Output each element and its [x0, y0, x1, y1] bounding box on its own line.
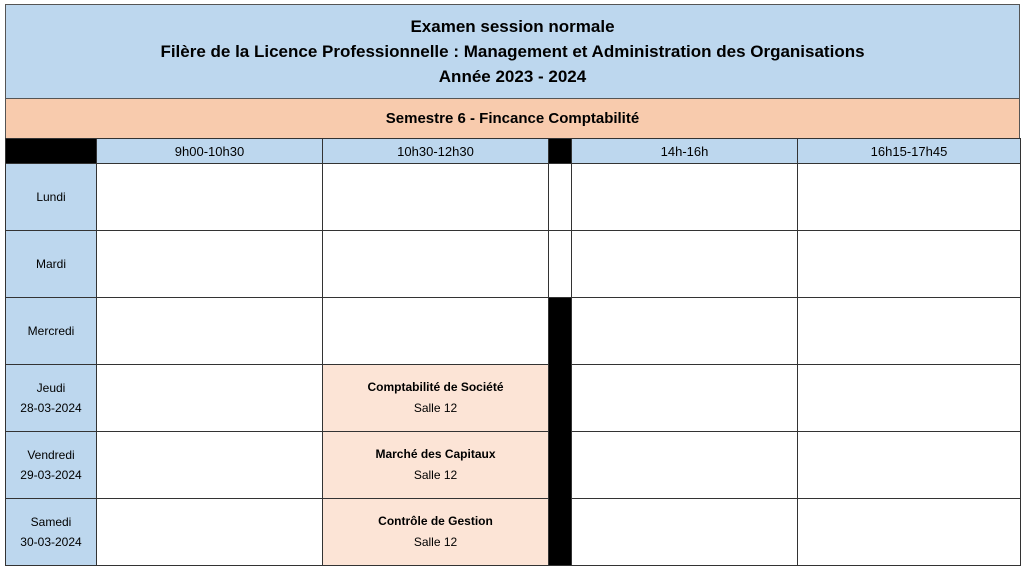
- day-date: 28-03-2024: [20, 401, 82, 415]
- table-row: [6, 231, 1021, 298]
- schedule-cell: [323, 164, 549, 231]
- schedule-cell: [97, 298, 323, 365]
- schedule-cell: [97, 164, 323, 231]
- schedule-cell: [323, 298, 549, 365]
- schedule-table: [5, 138, 1021, 566]
- slot-header: 14h-16h: [572, 139, 798, 164]
- day-cell: [6, 298, 97, 365]
- separator-cell: [549, 139, 572, 164]
- day-cell: [6, 164, 97, 231]
- exam-room: Salle 12: [413, 401, 458, 415]
- schedule-cell: [572, 432, 798, 499]
- slot-header: 9h00-10h30: [97, 139, 323, 164]
- header-row: [6, 139, 1021, 164]
- day-cell: [6, 432, 97, 499]
- table-row: [6, 298, 1021, 365]
- table-row: [6, 365, 1021, 432]
- exam-course: Contrôle de Gestion: [378, 514, 493, 528]
- table-row: [6, 499, 1021, 566]
- exam-course: Marché des Capitaux: [375, 447, 496, 461]
- schedule-cell: [798, 298, 1021, 365]
- day-cell: [6, 231, 97, 298]
- title-block: [5, 4, 1020, 99]
- day-date: 30-03-2024: [20, 535, 82, 549]
- title-line-2: Filère de la Licence Professionnelle : Management et Administration des Organisations: [160, 42, 865, 61]
- schedule-cell: [572, 164, 798, 231]
- schedule-cell: [798, 164, 1021, 231]
- schedule-cell: [572, 298, 798, 365]
- schedule-cell: [798, 432, 1021, 499]
- day-date: 29-03-2024: [20, 468, 82, 482]
- day-cell: [6, 365, 97, 432]
- table-row: [6, 432, 1021, 499]
- exam-cell: [323, 365, 549, 432]
- day-name: Jeudi: [36, 381, 66, 395]
- day-name: Mercredi: [27, 324, 75, 338]
- table-row: [6, 164, 1021, 231]
- schedule-cell: [97, 499, 323, 566]
- exam-course: Comptabilité de Société: [367, 380, 504, 394]
- semester-banner: Semestre 6 - Fincance Comptabilité: [5, 99, 1020, 138]
- exam-cell: [323, 499, 549, 566]
- slot-header: 10h30-12h30: [323, 139, 549, 164]
- schedule-cell: [97, 231, 323, 298]
- exam-cell: [323, 432, 549, 499]
- schedule-cell: [798, 365, 1021, 432]
- schedule-cell: [572, 231, 798, 298]
- exam-schedule: [5, 4, 1020, 566]
- day-name: Samedi: [30, 515, 72, 529]
- exam-room: Salle 12: [413, 468, 458, 482]
- corner-cell: [6, 139, 97, 164]
- lunch-separator: [549, 298, 572, 566]
- day-name: Lundi: [36, 190, 66, 204]
- title-line-1: Examen session normale: [410, 17, 615, 36]
- schedule-cell: [798, 499, 1021, 566]
- schedule-cell: [97, 365, 323, 432]
- title-line-3: Année 2023 - 2024: [438, 67, 587, 86]
- schedule-cell: [97, 432, 323, 499]
- schedule-cell: [323, 231, 549, 298]
- separator-cell: [549, 231, 572, 298]
- day-name: Vendredi: [27, 448, 75, 462]
- schedule-cell: [572, 499, 798, 566]
- day-name: Mardi: [35, 257, 66, 271]
- separator-cell: [549, 164, 572, 231]
- day-cell: [6, 499, 97, 566]
- slot-header: 16h15-17h45: [798, 139, 1021, 164]
- exam-room: Salle 12: [413, 535, 458, 549]
- schedule-cell: [798, 231, 1021, 298]
- schedule-cell: [572, 365, 798, 432]
